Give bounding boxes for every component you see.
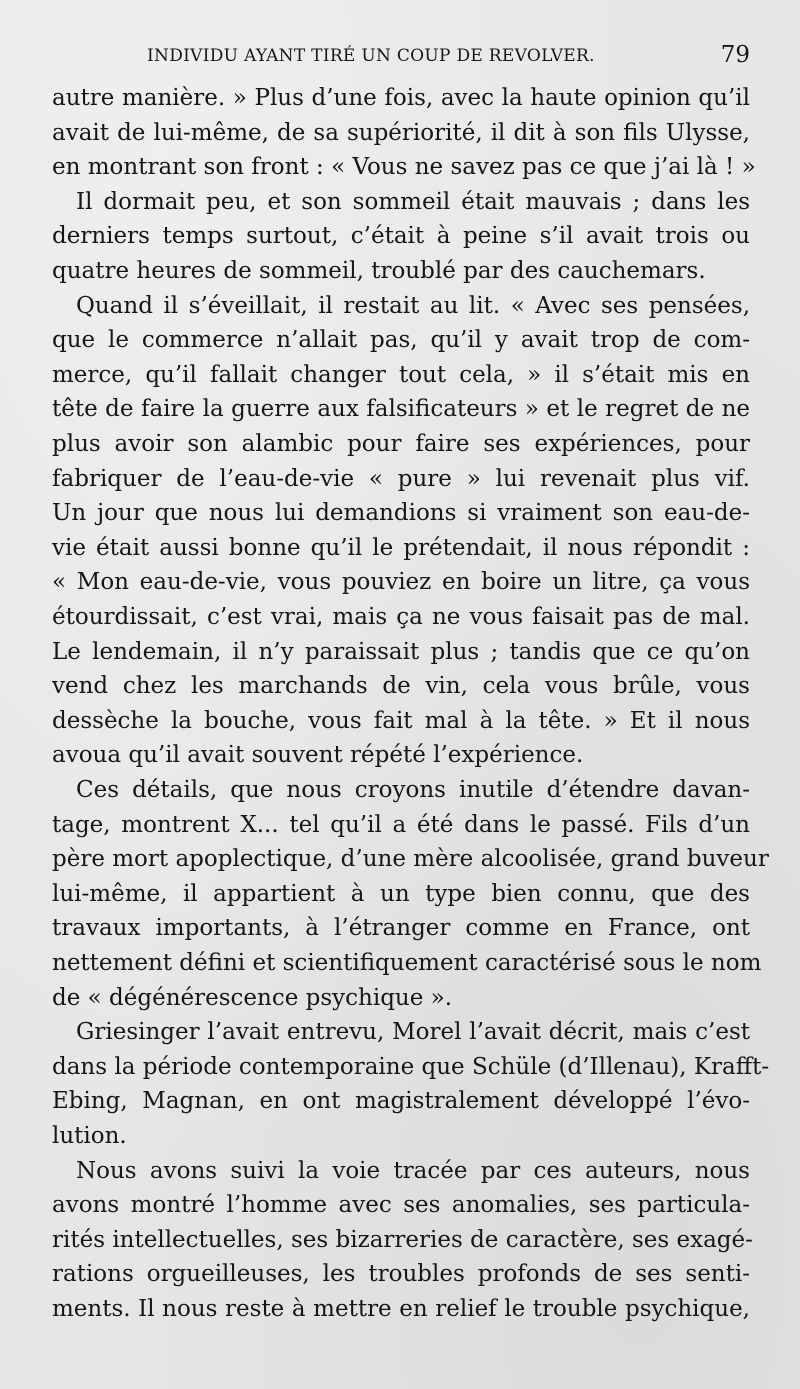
page-number: 79 — [720, 42, 750, 68]
text-line: merce, qu’il fallait changer tout cela, » il s’était mis en — [52, 361, 750, 388]
text-line: vend chez les marchands de vin, cela vous brûle, vous — [52, 673, 750, 700]
text-line: père mort apoplectique, d’une mère alcoolisée, grand buveur — [52, 846, 769, 873]
text-line: fabriquer de l’eau-de-vie « pure » lui revenait plus vif. — [52, 465, 750, 492]
text-line: Un jour que nous lui demandions si vraiment son eau-de- — [52, 500, 750, 527]
text-line: « Mon eau-de-vie, vous pouviez en boire un litre, ça vous — [52, 569, 750, 596]
text-line: autre manière. » Plus d’une fois, avec la haute opinion qu’il — [52, 85, 750, 111]
text-line: rations orgueilleuses, les troubles profonds de ses senti- — [52, 1261, 750, 1288]
running-head — [0, 40, 800, 76]
text-line: en montrant son front : « Vous ne savez pas ce que j’ai là ! » — [52, 154, 756, 181]
text-line: Il dormait peu, et son sommeil était mauvais ; dans les — [76, 188, 750, 215]
text-line: travaux importants, à l’étranger comme en France, ont — [52, 915, 750, 942]
text-line: que le commerce n’allait pas, qu’il y avait trop de com- — [52, 327, 750, 354]
text-line: dans la période contemporaine que Schüle (d’Illenau), Krafft- — [52, 1053, 770, 1080]
text-line: lui-même, il appartient à un type bien connu, que des — [52, 880, 750, 907]
text-line: Ces détails, que nous croyons inutile d’étendre davan- — [76, 777, 750, 803]
text-line: avoua qu’il avait souvent répété l’expérience. — [52, 742, 584, 769]
text-line: quatre heures de sommeil, troublé par des cauchemars. — [52, 258, 706, 284]
text-line: tage, montrent X... tel qu’il a été dans le passé. Fils d’un — [52, 811, 750, 838]
text-line: ments. Il nous reste à mettre en relief le trouble psychique, — [52, 1296, 750, 1322]
running-title: INDIVIDU AYANT TIRÉ UN COUP DE REVOLVER. — [147, 46, 595, 66]
text-line: Griesinger l’avait entrevu, Morel l’avait décrit, mais c’est — [76, 1019, 750, 1046]
text-line: dessèche la bouche, vous fait mal à la tête. » Et il nous — [52, 707, 750, 734]
text-line: Ebing, Magnan, en ont magistralement développé l’évo- — [52, 1088, 750, 1115]
text-line: rités intellectuelles, ses bizarreries de caractère, ses exagé- — [52, 1226, 753, 1253]
text-line: de « dégénérescence psychique ». — [52, 984, 453, 1011]
text-line: vie était aussi bonne qu’il le prétendait, il nous répondit : — [52, 534, 750, 561]
text-line: plus avoir son alambic pour faire ses expériences, pour — [52, 431, 750, 457]
text-line: Nous avons suivi la voie tracée par ces auteurs, nous — [76, 1157, 750, 1184]
text-line: Le lendemain, il n’y paraissait plus ; tandis que ce qu’on — [52, 638, 750, 665]
text-line: avait de lui-même, de sa supériorité, il dit à son fils Ulysse, — [52, 119, 750, 146]
text-line: Quand il s’éveillait, il restait au lit. « Avec ses pensées, — [76, 292, 750, 319]
text-line: avons montré l’homme avec ses anomalies, ses particula- — [52, 1192, 750, 1219]
text-line: étourdissait, c’est vrai, mais ça ne vous faisait pas de mal. — [52, 604, 750, 630]
text-line: lution. — [52, 1123, 127, 1149]
text-line: tête de faire la guerre aux falsificateurs » et le regret de ne — [52, 396, 750, 423]
text-line: nettement défini et scientifiquement caractérisé sous le nom — [52, 950, 762, 976]
text-line: derniers temps surtout, c’était à peine s’il avait trois ou — [52, 223, 750, 250]
